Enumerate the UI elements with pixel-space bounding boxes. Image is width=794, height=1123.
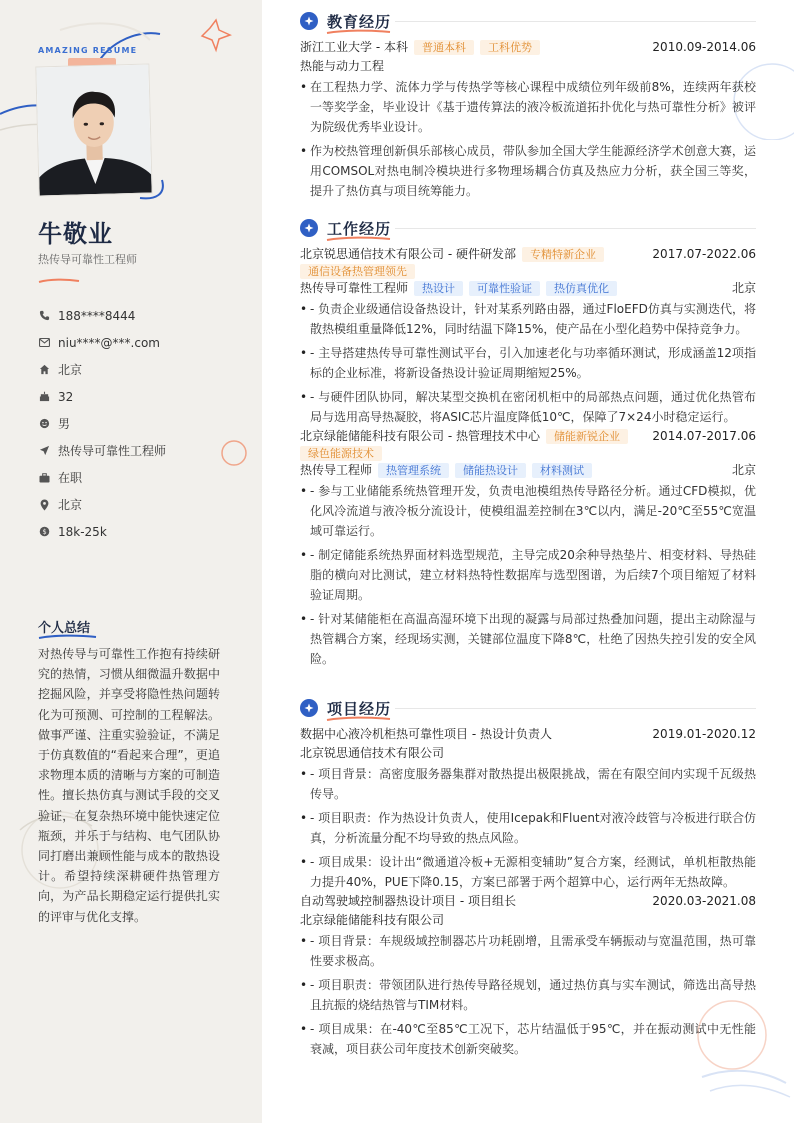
section-star-icon (300, 12, 318, 30)
main-content (300, 0, 756, 1123)
send-icon (38, 445, 50, 457)
candidate-name: 牛敬业 (38, 220, 113, 248)
svg-text:$: $ (41, 527, 47, 536)
education-date: 2010.09-2014.06 (652, 40, 756, 54)
project-company-row (300, 911, 756, 930)
company-tag: 专精特新企业 (522, 247, 604, 262)
company-tag: 绿色能源技术 (300, 446, 382, 461)
role-tag: 储能热设计 (455, 463, 526, 478)
education-major-row (300, 57, 756, 76)
project-name: 自动驾驶域控制器热设计项目 - 项目组长 (300, 894, 516, 908)
major-name: 热能与动力工程 (300, 59, 385, 73)
job-company-tag-row (300, 446, 756, 461)
info-gender (38, 410, 248, 437)
list-item: • - 项目职责：作为热设计负责人，使用Icepak和Fluent对液冷歧管与冷板进行联合仿真，分析流量分配不均导致的热点风险。 (300, 808, 756, 848)
school-tag: 工科优势 (480, 40, 540, 55)
briefcase-icon (38, 472, 50, 484)
project-date: 2020.03-2021.08 (652, 894, 756, 908)
info-salary (38, 518, 248, 545)
info-text: 188****8444 (58, 308, 136, 323)
list-item: • - 主导搭建热传导可靠性测试平台，引入加速老化与功率循环测试，形成涵盖12项指标的企业标准，将新设备热设计验证周期缩短25%。 (300, 343, 756, 383)
info-status (38, 464, 248, 491)
school-tag: 普通本科 (414, 40, 474, 55)
info-email (38, 329, 248, 356)
section-title: 教育经历 (327, 12, 392, 31)
project-date: 2019.01-2020.12 (652, 727, 756, 741)
education-bullets (300, 77, 756, 201)
work-section (300, 217, 756, 673)
job-role-row (300, 461, 756, 480)
section-underline-decoration (326, 716, 392, 722)
list-item: • - 项目职责：带领团队进行热传导路径规划，通过热仿真与实车测试，筛选出高导热且抗振的烧结热管与TIM材料。 (300, 975, 756, 1015)
school-name: 浙江工业大学 - 本科 (300, 40, 408, 54)
info-text: 18k-25k (58, 524, 107, 539)
sidebar (0, 0, 262, 1123)
projects-header (300, 697, 756, 719)
section-title: 工作经历 (327, 219, 392, 238)
info-text: niu****@***.com (58, 335, 160, 350)
project-title-row (300, 892, 756, 911)
contact-info-list (38, 302, 248, 545)
list-item: • - 与硬件团队协同，解决某型交换机在密闭机柜中的局部热点问题，通过优化热管布局与选用高导热凝胶，将ASIC芯片温度降低10℃，保障了7×24小时稳定运行。 (300, 387, 756, 427)
education-section (300, 10, 756, 205)
education-header (300, 10, 756, 32)
job-company-row (300, 427, 756, 446)
project-company-row (300, 744, 756, 763)
gender-icon (38, 418, 50, 430)
summary-text: 对热传导与可靠性工作抱有持续研究的热情，习惯从细微温升数据中挖掘风险，并享受将隐性热问题转化为可预测、可控制的工程解法。做事严谨、注重实验验证，不满足于仿真数值的“看起来合理”，更追求物理本质的清晰与方案的可制造性。擅长热仿真与测试手段的交叉验证，在复杂热环境中能快速定位瓶颈，并乐于与结构、电气团队协同打磨出兼顾性能与成本的散热设计。希望持续深耕硬件热管理方向，为产品长期稳定运行提供扎实的评审与优化支撑。 (38, 647, 220, 924)
company-tag: 储能新锐企业 (546, 429, 628, 444)
job-company-tag-row (300, 264, 756, 279)
job-bullets (300, 299, 756, 427)
info-text: 热传导可靠性工程师 (58, 444, 167, 458)
list-item: • - 参与工业储能系统热管理开发，负责电池模组热传导路径分析。通过CFD模拟，优化风冷流道与液冷板分流设计，使模组温差控制在3℃以内，满足-20℃至55℃宽温域可靠运行。 (300, 481, 756, 541)
info-text: 32 (58, 389, 74, 404)
name-underline-decoration (38, 278, 80, 284)
info-text: 在职 (58, 471, 83, 485)
role-tag: 材料测试 (532, 463, 592, 478)
project-name: 数据中心液冷机柜热可靠性项目 - 热设计负责人 (300, 727, 552, 741)
list-item: • 在工程热力学、流体力学与传热学等核心课程中成绩位列年级前8%，连续两年获校一等奖学金，毕业设计《基于遗传算法的液冷板流道拓扑优化与热可靠性分析》被评为院级优秀毕业设计。 (300, 77, 756, 137)
job-role: 热传导工程师 (300, 463, 373, 477)
list-item: • - 负责企业级通信设备热设计，针对某系列路由器，通过FloEFD仿真与实测迭代，将散热模组重量降低12%，同时结温下降15%，使产品在小型化趋势中保持竞争力。 (300, 299, 756, 339)
section-star-icon (300, 219, 318, 237)
section-title: 项目经历 (327, 699, 392, 718)
project-bullets (300, 764, 756, 892)
list-item: • - 项目背景：车规级域控制器芯片功耗剧增，且需承受车辆振动与宽温范围，热可靠性要求极高。 (300, 931, 756, 971)
section-divider (395, 708, 756, 709)
section-underline-decoration (326, 236, 392, 242)
job-date: 2014.07-2017.06 (652, 429, 756, 443)
brand-label: AMAZING RESUME (38, 46, 138, 55)
list-item: • - 项目成果：设计出“微通道冷板+无源相变辅助”复合方案，经测试，单机柜散热能力提升40%，PUE下降0.15，方案已部署于两个超算中心，运行两年无热故障。 (300, 852, 756, 892)
list-item: • - 制定储能系统热界面材料选型规范，主导完成20余种导热垫片、相变材料、导热硅脂的横向对比测试，建立材料热特性数据库与选型图谱，为后续7个项目缩短了材料验证周期。 (300, 545, 756, 605)
avatar (36, 65, 151, 196)
job-bullets (300, 481, 756, 669)
project-company: 北京绿能储能科技有限公司 (300, 913, 445, 927)
mail-icon (38, 337, 50, 349)
age-icon (38, 391, 50, 403)
role-tag: 热管理系统 (378, 463, 449, 478)
section-divider (395, 21, 756, 22)
summary-heading: 个人总结 (38, 621, 91, 636)
job-role: 热传导可靠性工程师 (300, 281, 409, 295)
role-tag: 热设计 (414, 281, 463, 296)
list-item: • - 项目成果：在-40℃至85℃工况下，芯片结温低于95℃，并在振动测试中无性能衰减，项目获公司年度技术创新突破奖。 (300, 1019, 756, 1059)
job-role-row (300, 279, 756, 298)
info-phone (38, 302, 248, 329)
job-city: 北京 (731, 281, 756, 295)
role-tag: 热仿真优化 (546, 281, 617, 296)
location-icon (38, 499, 50, 511)
home-icon (38, 364, 50, 376)
info-residence (38, 356, 248, 383)
section-divider (395, 228, 756, 229)
info-text: 北京 (58, 363, 83, 377)
job-date: 2017.07-2022.06 (652, 247, 756, 261)
list-item: • - 项目背景：高密度服务器集群对散热提出极限挑战，需在有限空间内实现千瓦级热传导。 (300, 764, 756, 804)
project-title-row (300, 725, 756, 744)
section-star-icon (300, 699, 318, 717)
company-name: 北京绿能储能科技有限公司 - 热管理技术中心 (300, 429, 540, 443)
list-item: • - 针对某储能柜在高温高湿环境下出现的凝露与局部过热叠加问题，提出主动除湿与热管耦合方案，经现场实测，关键部位温度下降8℃，杜绝了因热失控引发的安全风险。 (300, 609, 756, 669)
info-target-position (38, 437, 248, 464)
phone-icon (38, 310, 50, 322)
company-name: 北京锐思通信技术有限公司 - 硬件研发部 (300, 247, 516, 261)
projects-section (300, 697, 756, 1063)
education-school-row (300, 38, 756, 57)
work-header (300, 217, 756, 239)
section-underline-decoration (326, 29, 392, 35)
summary-underline-decoration (38, 634, 98, 640)
project-bullets (300, 931, 756, 1059)
project-company: 北京锐思通信技术有限公司 (300, 746, 445, 760)
job-city: 北京 (731, 463, 756, 477)
salary-icon (38, 526, 50, 538)
role-tag: 可靠性验证 (469, 281, 540, 296)
company-tag: 通信设备热管理领先 (300, 264, 415, 279)
avatar-illustration (36, 65, 151, 196)
info-age (38, 383, 248, 410)
info-target-city (38, 491, 248, 518)
candidate-title: 热传导可靠性工程师 (38, 253, 137, 266)
list-item: • 作为校热管理创新俱乐部核心成员，带队参加全国大学生能源经济学术创意大赛，运用COMSOL对热电制冷模块进行多物理场耦合仿真及热应力分析，获全国三等奖，提升了热仿真与项目统筹能力。 (300, 141, 756, 201)
info-text: 北京 (58, 498, 83, 512)
info-text: 男 (58, 417, 71, 431)
job-company-row (300, 245, 756, 264)
